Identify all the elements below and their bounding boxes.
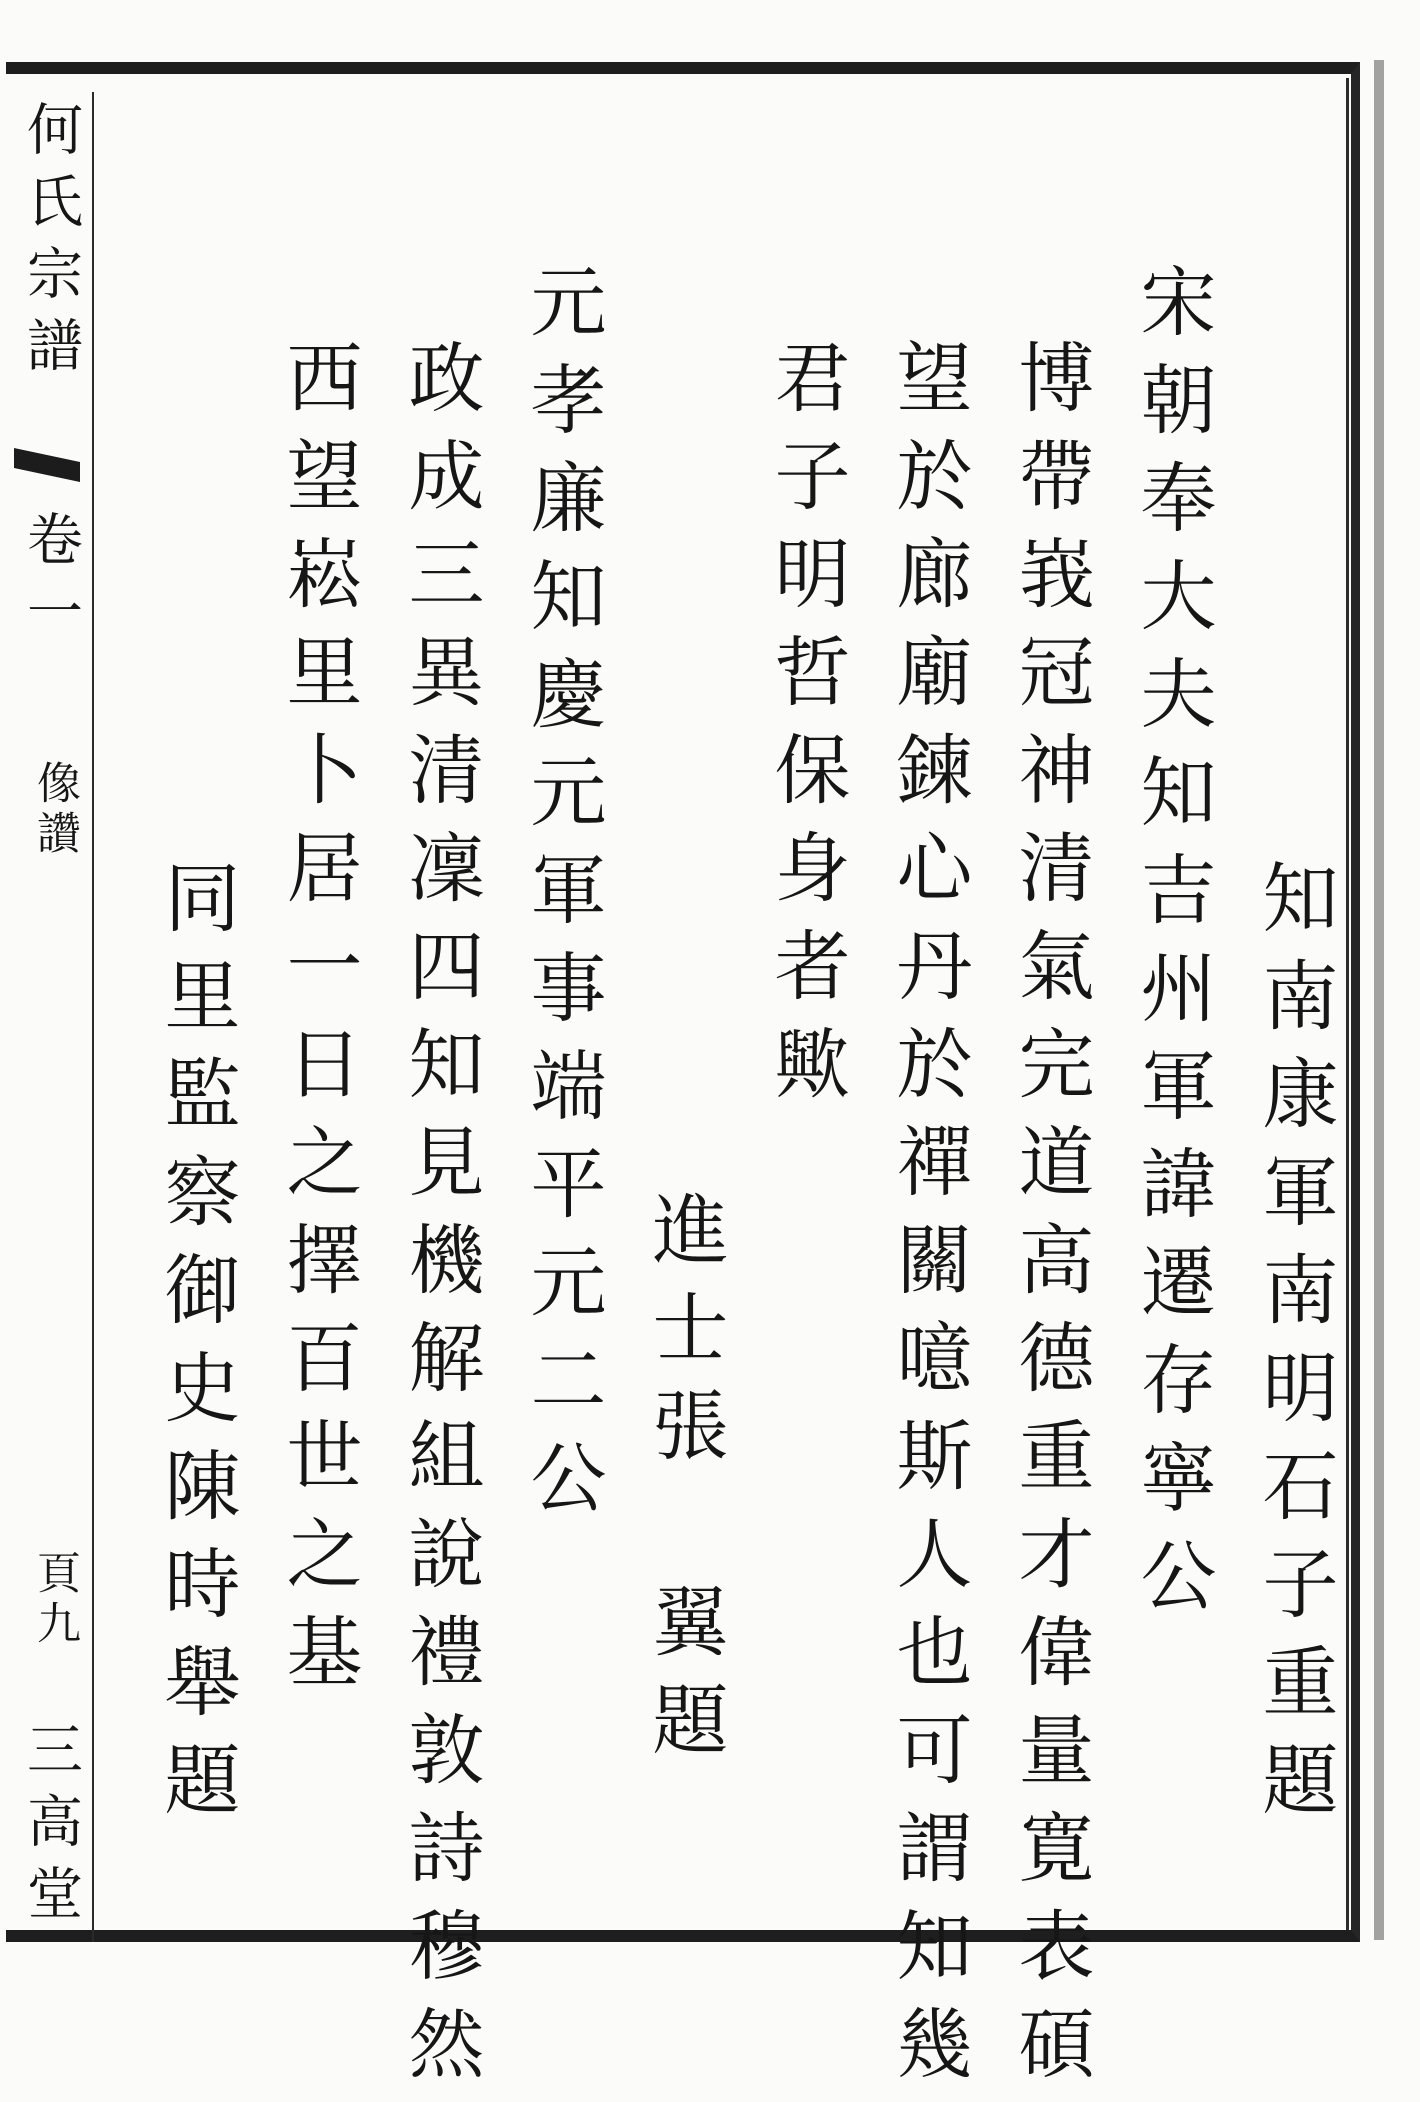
text-column-2: 宋朝奉大夫知吉州軍諱遷存寧公 [1128,262,1217,1634]
text-column-8: 政成三異清凜四知見機解組說禮敦詩穆然 [396,338,485,2102]
hall-name: 三高堂 [18,1720,83,1936]
text-column-9: 西望崧里卜居一日之擇百世之基 [274,338,363,1710]
volume-label: 卷一 [18,510,83,654]
page-number: 頁九 [29,1550,80,1650]
text-column-3: 博帶峩冠神清氣完道高德重才偉量寛表碩 [1006,338,1095,2102]
text-column-6: 進士張 翼題 [640,1190,729,1778]
text-column-4: 望於廊廟鍊心丹於禪關噫斯人也可謂知幾 [884,338,973,2102]
text-column-5: 君子明哲保身者歟 [762,338,851,1122]
text-column-1: 知南康軍南明石子重題 [1250,858,1339,1838]
text-column-10: 同里監察御史陳時舉題 [152,858,241,1838]
text-column-7: 元孝廉知慶元軍事端平元二公 [518,262,607,1536]
section-label: 像讚 [29,760,80,860]
page-edge [1374,60,1384,1940]
margin-divider [92,92,94,1942]
book-title: 何氏宗譜 [18,100,83,388]
